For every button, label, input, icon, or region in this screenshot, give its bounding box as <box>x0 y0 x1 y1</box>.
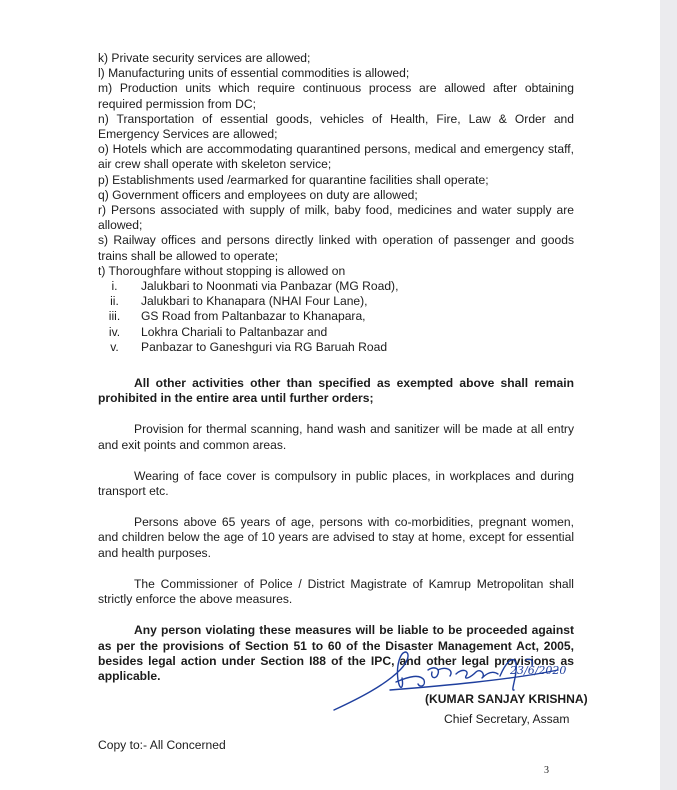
list-item-l: l) Manufacturing units of essential commodities is allowed; <box>98 66 410 81</box>
svg-text:23/6/2020: 23/6/2020 <box>510 664 567 677</box>
route-text: Lokhra Chariali to Paltanbazar and <box>141 324 328 339</box>
enforcement-paragraph: The Commissioner of Police / District Magistrate of Kamrup Metropolitan shall strictly enforce the above measures. <box>98 576 574 607</box>
list-item-t: t) Thoroughfare without stopping is allowed on <box>98 263 346 278</box>
list-item-k: k) Private security services are allowed; <box>98 51 311 65</box>
list-item-p: p) Establishments used /earmarked for quarantine facilities shall operate; <box>98 172 489 187</box>
copy-to-line: Copy to:- All Concerned <box>98 738 226 752</box>
route-text: GS Road from Paltanbazar to Khanapara, <box>141 309 366 324</box>
route-number: v. <box>110 339 119 354</box>
list-item-s: s) Railway offices and persons directly linked with operation of passenger and goods trains shall be allowed to operate; <box>98 233 574 263</box>
route-text: Jalukbari to Khanapara (NHAI Four Lane), <box>141 294 368 309</box>
page-number: 3 <box>544 765 549 776</box>
route-text: Panbazar to Ganeshguri via RG Baruah Road <box>141 339 388 354</box>
elderly-advisory-paragraph: Persons above 65 years of age, persons with co-morbidities, pregnant women, and children below the age of 10 years are advised to stay at home, except for essential and health purposes. <box>98 515 574 560</box>
route-item <box>98 294 574 309</box>
route-text: Jalukbari to Noonmati via Panbazar (MG Road), <box>141 279 399 294</box>
route-number: iv. <box>108 324 121 339</box>
thermal-scanning-paragraph: Provision for thermal scanning, hand wash and sanitizer will be made at all entry and exit points and common areas. <box>98 422 574 452</box>
route-item <box>98 279 574 294</box>
list-item-m: m) Production units which require continuous process are allowed after obtaining required permission from DC; <box>98 81 574 111</box>
list-item-o: o) Hotels which are accommodating quarantined persons, medical and emergency staff, air crew shall operate with skeleton service; <box>98 142 574 172</box>
signatory-name: (KUMAR SANJAY KRISHNA) <box>425 692 588 706</box>
signatory-title: Chief Secretary, Assam <box>444 712 570 726</box>
list-item-n: n) Transportation of essential goods, vehicles of Health, Fire, Law & Order and Emergency Services are allowed; <box>98 111 574 142</box>
list-item-r: r) Persons associated with supply of milk, baby food, medicines and water supply are allowed; <box>98 203 574 233</box>
page-edge-shadow <box>660 0 677 790</box>
route-item <box>98 309 574 324</box>
route-number: i. <box>111 279 118 294</box>
route-item <box>98 325 574 340</box>
face-cover-paragraph: Wearing of face cover is compulsory in public places, in workplaces and during transport etc. <box>98 468 574 499</box>
document-body <box>98 51 574 684</box>
list-item-q: q) Government officers and employees on duty are allowed; <box>98 187 418 202</box>
route-number: ii. <box>110 294 119 309</box>
prohibited-paragraph: All other activities other than specified as exempted above shall remain prohibited in the entire area until further orders; <box>98 376 574 406</box>
penalty-paragraph: Any person violating these measures will be liable to be proceeded against as per the provisions of Section 51 to 60 of the Disaster Management Act, 2005, besides legal action under Section I88 of the IPC, and other legal provisions as applicable. <box>98 623 574 683</box>
route-number: iii. <box>108 309 121 324</box>
route-item <box>98 340 574 355</box>
